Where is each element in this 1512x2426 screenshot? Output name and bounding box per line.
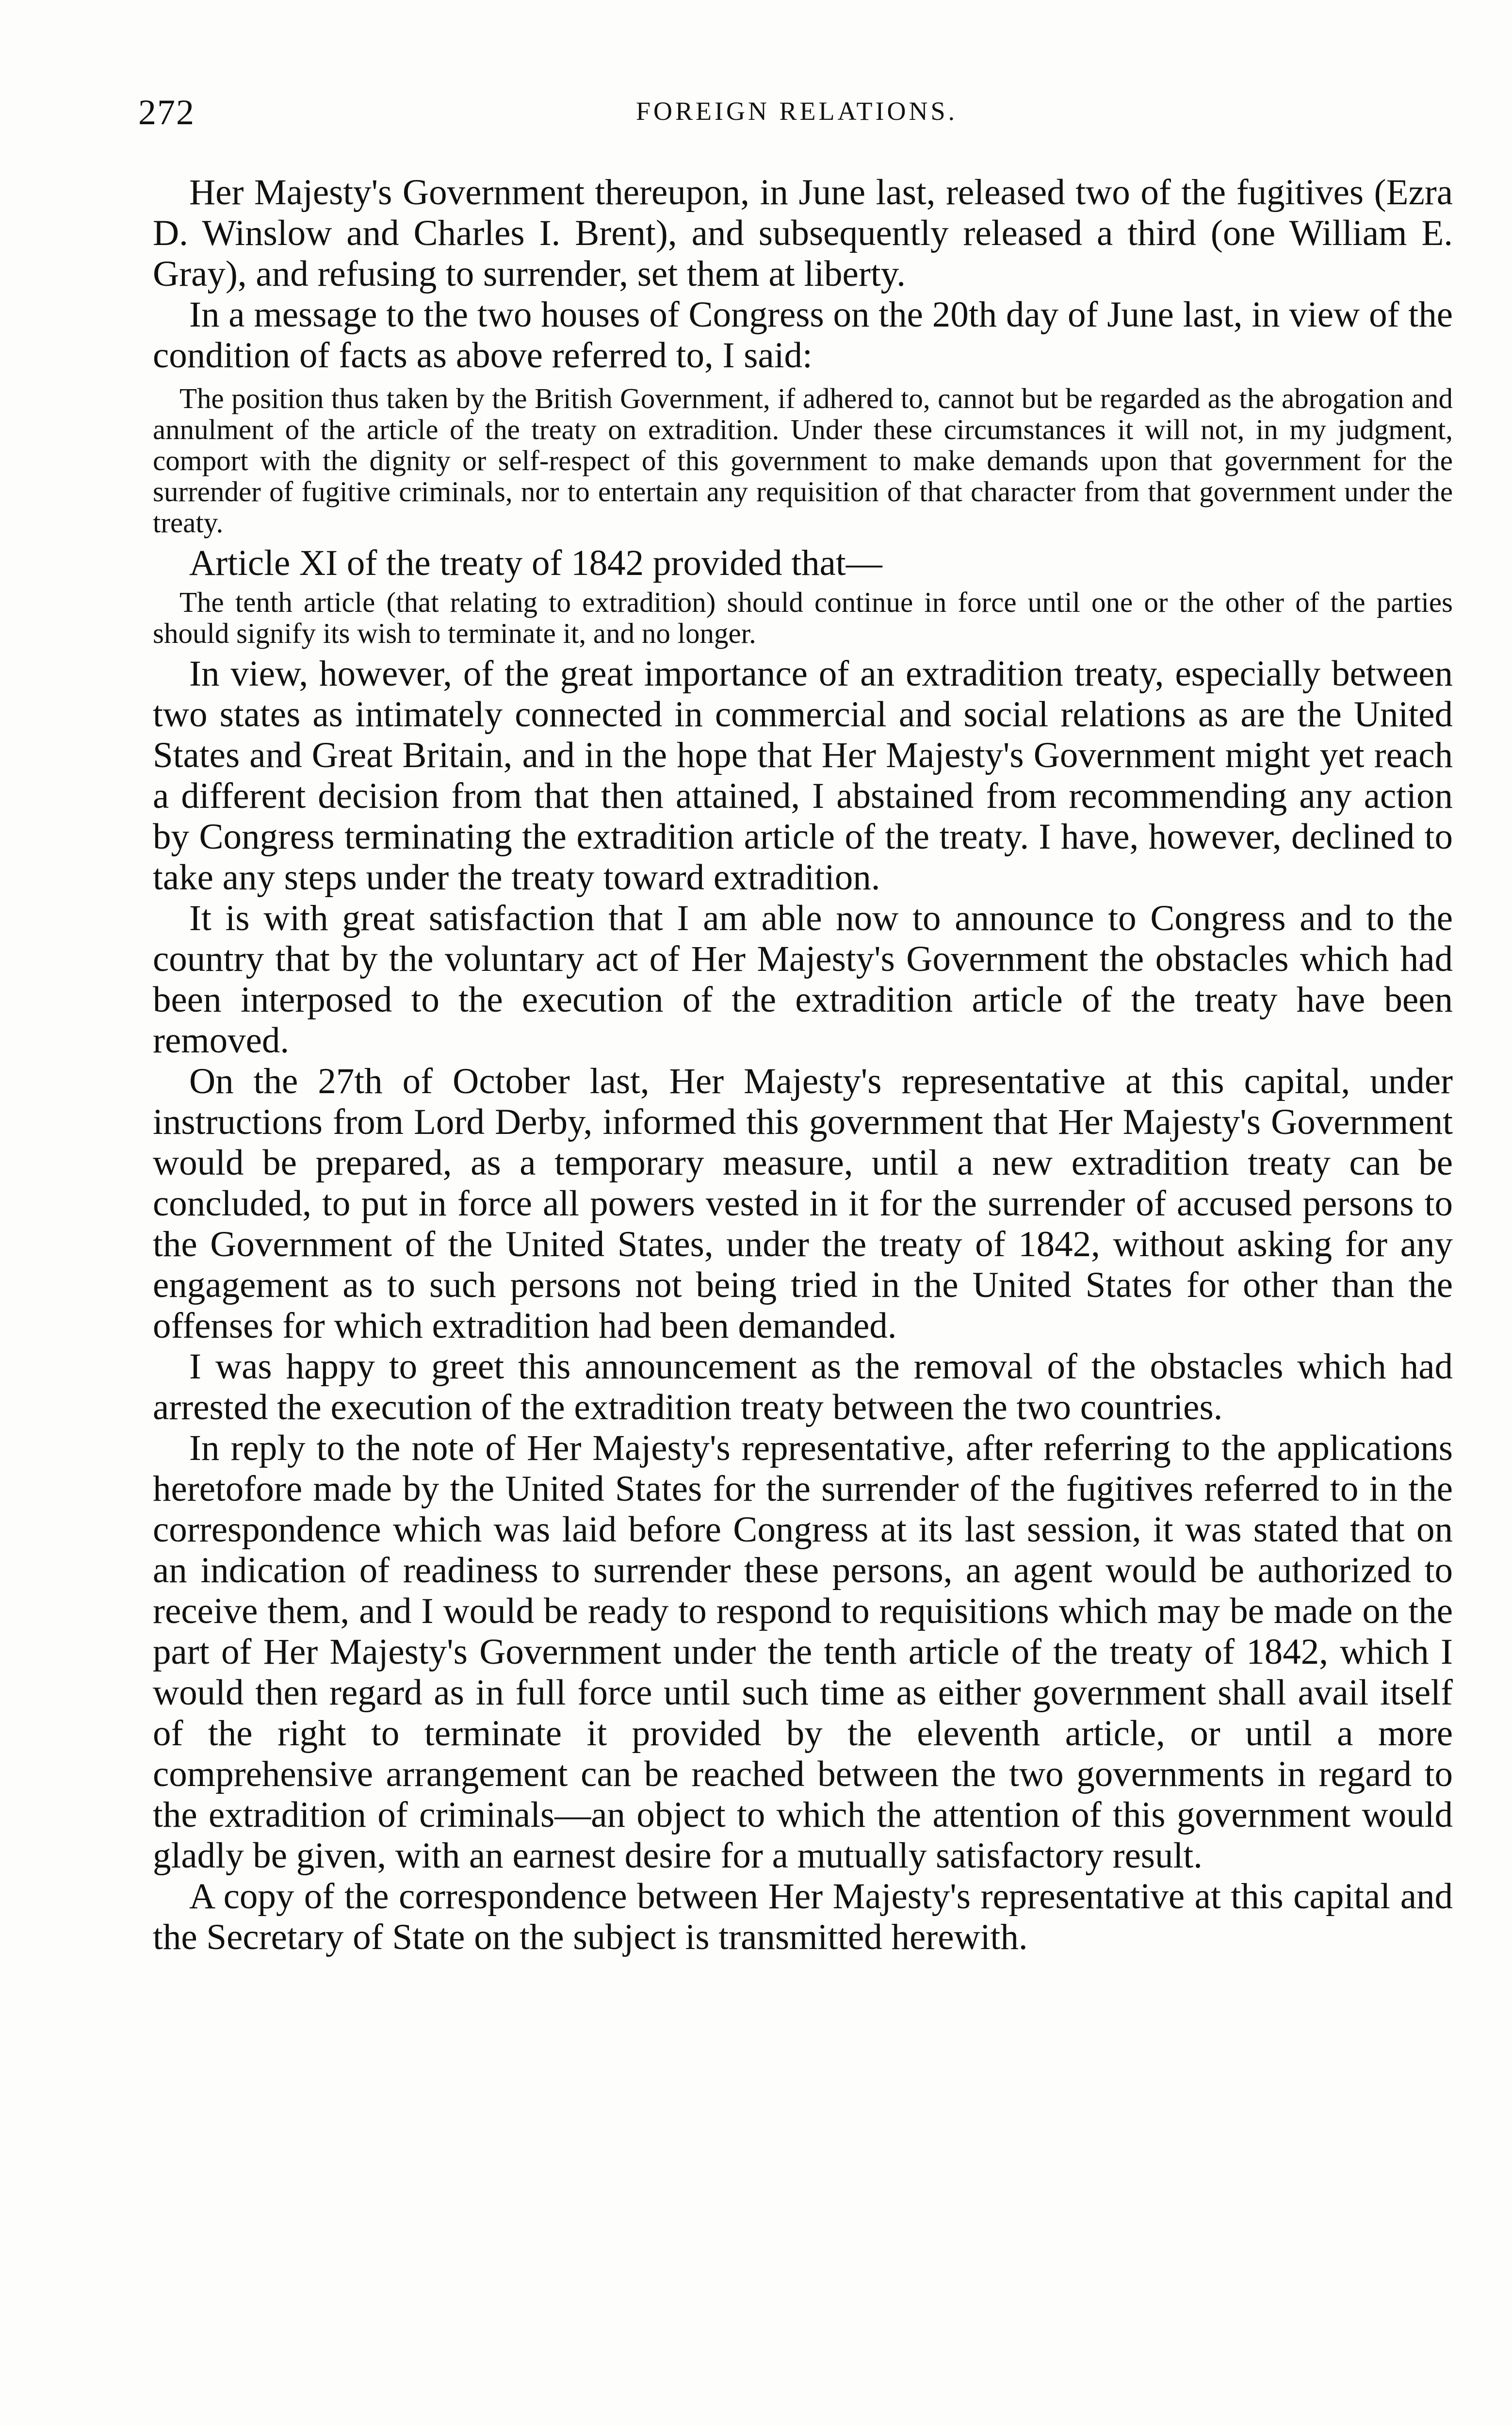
page-header xyxy=(138,92,1455,150)
paragraph: A copy of the correspondence between Her Majesty's representative at this capital and the Secretary of State on the subject is transmitted herewith. xyxy=(153,1876,1453,1957)
block-quote: The tenth article (that relating to extradition) should continue in force until one or the other of the parties should signify its wish to terminate it, and no longer. xyxy=(153,586,1453,649)
paragraph: In a message to the two houses of Congress on the 20th day of June last, in view of the condition of facts as above referred to, I said: xyxy=(153,295,1453,376)
paragraph: In view, however, of the great importance of an extradition treaty, especially between two states as intimately connected in commercial and social relations as are the United States and Great Britain, and in the hope that Her Majesty's Government might yet reach a different decision from that then attained, I abstained from recommending any action by Congress terminating the extradition article of the treaty. I have, however, declined to take any steps under the treaty toward extradition. xyxy=(153,654,1453,898)
paragraph: Her Majesty's Government thereupon, in June last, released two of the fugitives (Ezra D. Winslow and Charles I. Brent), and subsequently released a third (one William E. Gray), and refusing to surrender, set them at liberty. xyxy=(153,172,1453,294)
paragraph: In reply to the note of Her Majesty's representative, after referring to the applications heretofore made by the United States for the surrender of the fugitives referred to in the correspondence which was laid before Congress at its last session, it was stated that on an indication of readiness to surrender these persons, an agent would be authorized to receive them, and I would be ready to respond to requisitions which may be made on the part of Her Majesty's Government under the tenth article of the treaty of 1842, which I would then regard as in full force until such time as either government shall avail itself of the right to terminate it provided by the eleventh article, or until a more comprehensive arrangement can be reached between the two governments in regard to the extradition of criminals—an object to which the attention of this government would gladly be given, with an earnest desire for a mutually satisfactory result. xyxy=(153,1428,1453,1876)
running-title: FOREIGN RELATIONS. xyxy=(635,97,958,126)
block-quote: The position thus taken by the British Government, if adhered to, cannot but be regarded as the abrogation and annulment of the article of the treaty on extradition. Under these circumstances it will not, in my judgment, comport with the dignity or self-respect of this government to make demands upon that government for the surrender of fugitive criminals, nor to entertain any requisition of that character from that government under the treaty. xyxy=(153,382,1453,539)
body-text xyxy=(153,172,1453,1958)
page-number: 272 xyxy=(138,93,195,132)
paragraph: Article XI of the treaty of 1842 provided that— xyxy=(189,543,882,583)
paragraph: On the 27th of October last, Her Majesty's representative at this capital, under instructions from Lord Derby, informed this government that Her Majesty's Government would be prepared, as a temporary measure, until a new extradition treaty can be concluded, to put in force all powers vested in it for the surrender of accused persons to the Government of the United States, under the treaty of 1842, without asking for any engagement as to such persons not being tried in the United States for other than the offenses for which extradition had been demanded. xyxy=(153,1061,1453,1346)
paragraph: It is with great satisfaction that I am able now to announce to Congress and to the country that by the voluntary act of Her Majesty's Government the obstacles which had been interposed to the execution of the extradition article of the treaty have been removed. xyxy=(153,898,1453,1061)
paragraph: I was happy to greet this announcement as the removal of the obstacles which had arrested the execution of the extradition treaty between the two countries. xyxy=(153,1346,1453,1427)
